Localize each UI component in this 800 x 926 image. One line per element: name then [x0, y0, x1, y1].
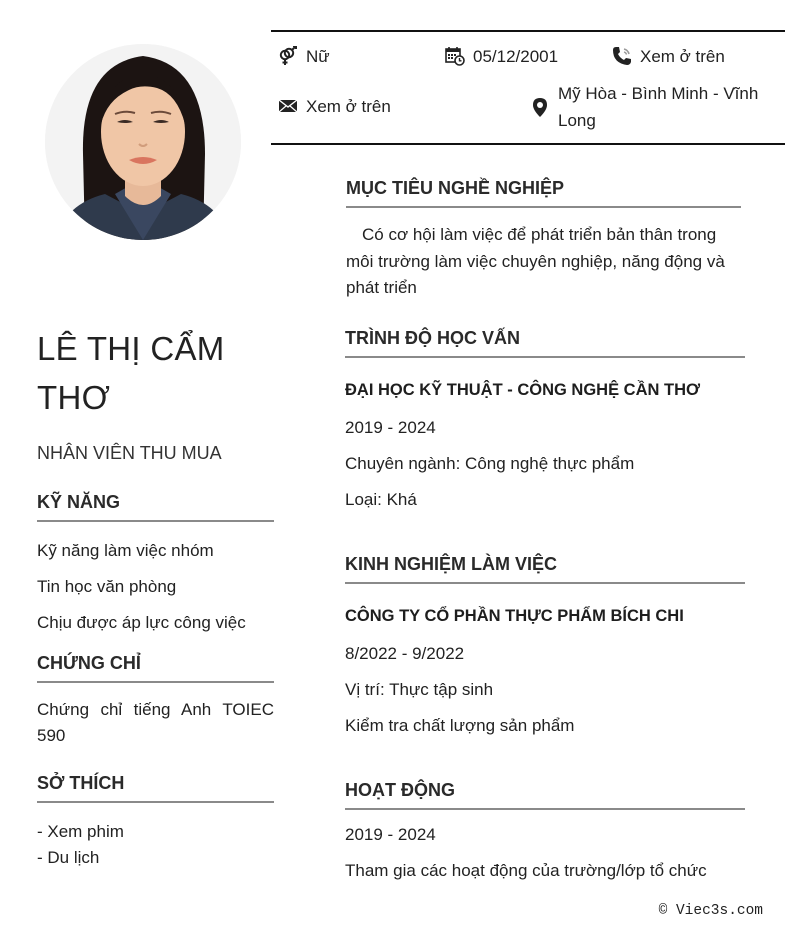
profile-photo	[45, 44, 241, 240]
copyright-footer: © Viec3s.com	[658, 903, 763, 919]
contact-gender	[278, 43, 330, 70]
gender-icon	[278, 46, 298, 66]
job-title: NHÂN VIÊN THU MUA	[37, 443, 222, 463]
email-value: Xem ở trên	[306, 97, 391, 116]
gender-value: Nữ	[306, 47, 330, 66]
activities-title: HOẠT ĐỘNG	[345, 778, 745, 810]
certificates-title: CHỨNG CHỈ	[37, 651, 274, 683]
hobbies-title: SỞ THÍCH	[37, 771, 274, 803]
phone-value: Xem ở trên	[640, 47, 725, 66]
skills-title: KỸ NĂNG	[37, 490, 274, 522]
skill-item: Tin học văn phòng	[37, 577, 177, 596]
activities-period: 2019 - 2024	[345, 825, 436, 844]
candidate-name: LÊ THỊ CẨM THƠ	[37, 330, 225, 416]
contact-phone	[612, 43, 725, 70]
objective-section	[346, 176, 741, 302]
experience-title: KINH NGHIỆM LÀM VIỆC	[345, 552, 745, 584]
phone-icon	[612, 46, 632, 66]
portrait-image	[45, 44, 241, 240]
birthday-value: 05/12/2001	[473, 47, 559, 66]
education-title: TRÌNH ĐỘ HỌC VẤN	[345, 326, 745, 358]
objective-title: MỤC TIÊU NGHỀ NGHIỆP	[346, 176, 741, 208]
contact-address	[530, 80, 770, 134]
education-school: ĐẠI HỌC KỸ THUẬT - CÔNG NGHỆ CẦN THƠ	[345, 381, 701, 399]
education-rank: Loại: Khá	[345, 490, 417, 509]
email-icon	[278, 96, 298, 116]
activities-section	[345, 778, 745, 884]
activities-text: Tham gia các hoạt động của trường/lớp tổ chức	[345, 861, 707, 880]
experience-section	[345, 552, 745, 739]
skills-section	[37, 490, 274, 636]
experience-task: Kiểm tra chất lượng sản phẩm	[345, 716, 575, 735]
skill-item: Kỹ năng làm việc nhóm	[37, 541, 214, 560]
objective-text: Có cơ hội làm việc để phát triển bản thân trong môi trường làm việc chuyên nghiệp, năng động và phát triển	[346, 225, 725, 297]
contact-birthday	[445, 43, 558, 70]
hobby-item: - Xem phim	[37, 822, 124, 841]
calendar-icon	[445, 46, 465, 66]
certificate-item: Chứng chỉ tiếng Anh TOIEC 590	[37, 700, 274, 745]
location-icon	[530, 97, 550, 117]
contact-bar	[271, 30, 785, 145]
education-section	[345, 326, 745, 513]
hobbies-section	[37, 771, 274, 871]
hobby-item: - Du lịch	[37, 848, 100, 867]
experience-company: CÔNG TY CỔ PHẦN THỰC PHẨM BÍCH CHI	[345, 607, 684, 625]
skill-item: Chịu được áp lực công việc	[37, 613, 246, 632]
education-period: 2019 - 2024	[345, 418, 436, 437]
certificates-section	[37, 651, 274, 749]
address-value: Mỹ Hòa - Bình Minh - Vĩnh Long	[558, 84, 759, 130]
contact-email	[278, 93, 391, 120]
experience-period: 8/2022 - 9/2022	[345, 644, 465, 663]
education-major: Chuyên ngành: Công nghệ thực phẩm	[345, 454, 635, 473]
experience-position: Vị trí: Thực tập sinh	[345, 680, 494, 699]
